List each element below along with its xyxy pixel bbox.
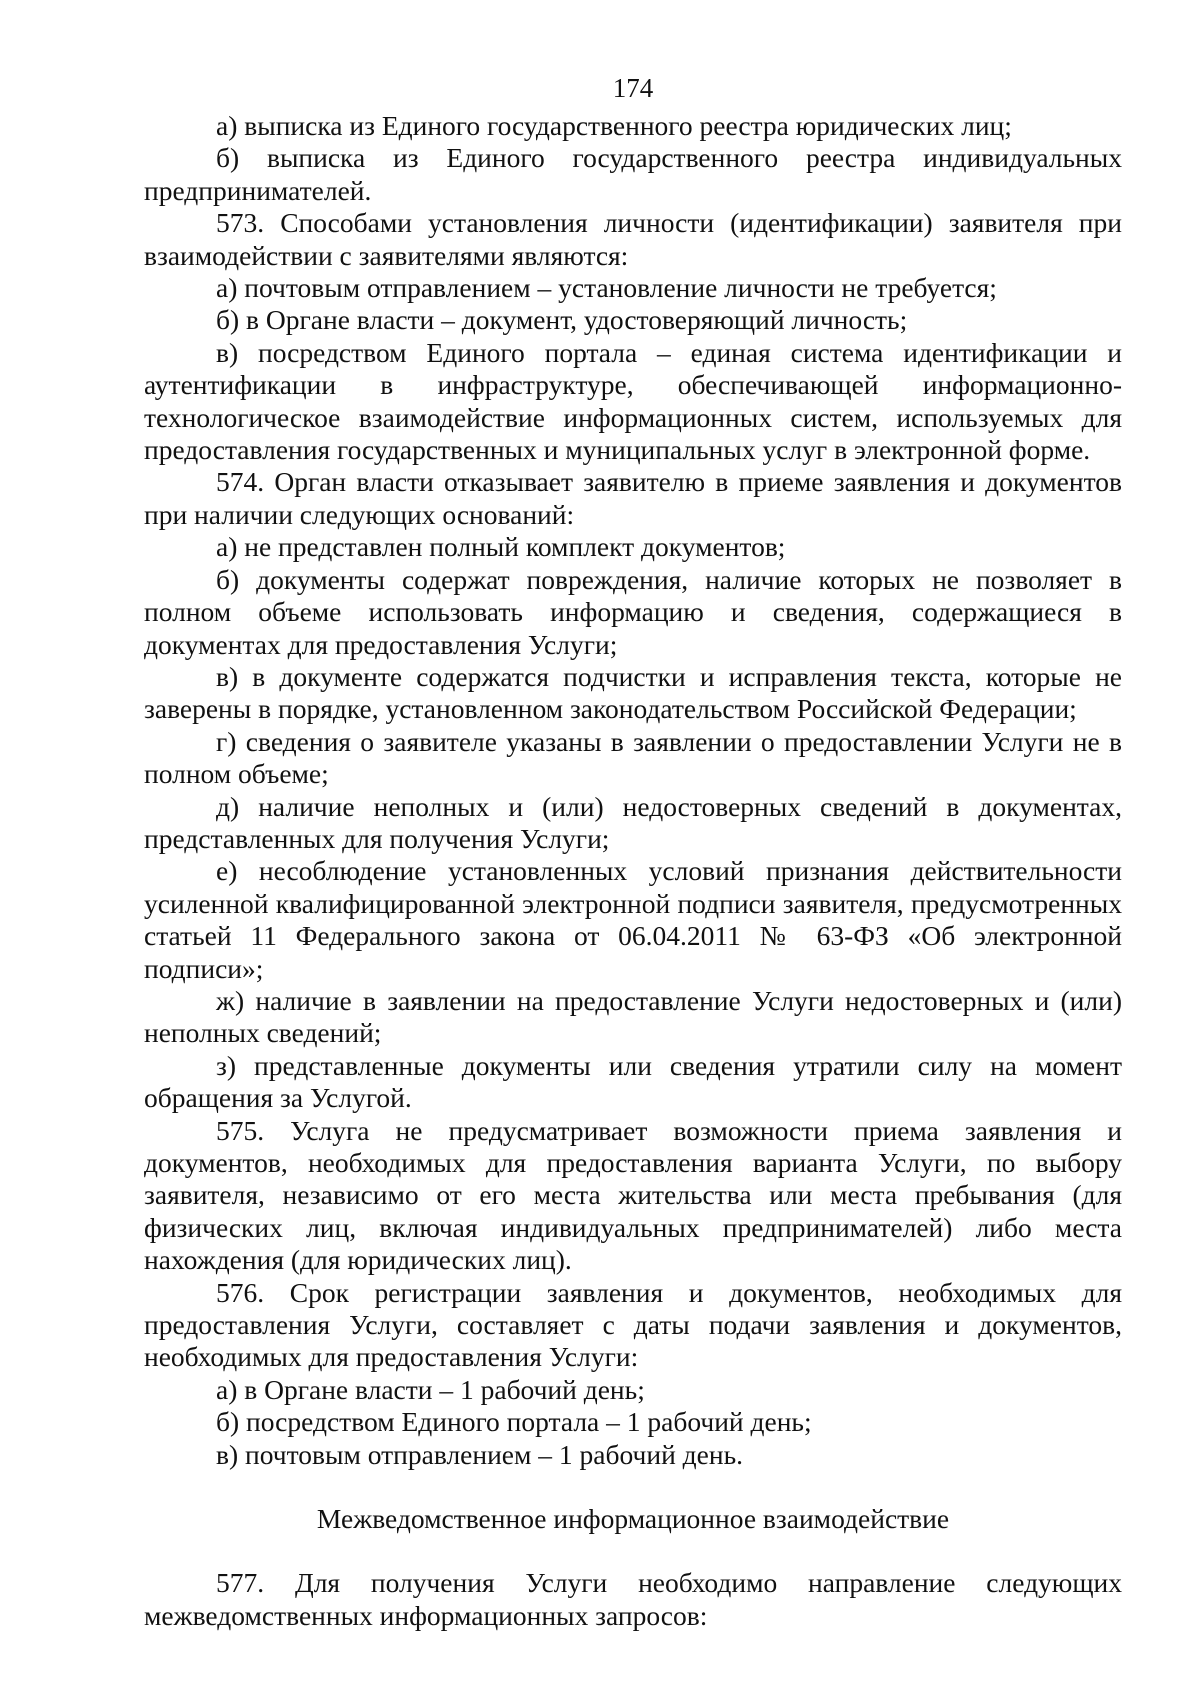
paragraph: д) наличие неполных и (или) недостоверных сведений в документах, представленных для получения Услуги;: [144, 790, 1122, 854]
document-page: [144, 72, 1122, 1632]
paragraph: б) посредством Единого портала – 1 рабочий день;: [216, 1406, 812, 1438]
paragraph: 575. Услуга не предусматривает возможности приема заявления и документов, необходимых для предоставления варианта Услуги, по выбору заявителя, независимо от его места жительства или места пребывания (для физических лиц, включая индивидуальных предпринимателей) либо места нахождения (для юридических лиц).: [144, 1114, 1122, 1276]
paragraph: б) в Органе власти – документ, удостоверяющий личность;: [216, 304, 908, 336]
paragraph: 573. Способами установления личности (идентификации) заявителя при взаимодействии с заявителями являются:: [144, 207, 1122, 271]
paragraph: ж) наличие в заявлении на предоставление Услуги недостоверных и (или) неполных сведений;: [144, 984, 1122, 1049]
paragraph: а) выписка из Единого государственного реестра юридических лиц;: [216, 110, 1012, 141]
paragraph: б) выписка из Единого государственного реестра индивидуальных предпринимателей.: [144, 142, 1122, 206]
paragraph: е) несоблюдение установленных условий признания действительности усиленной квалифицированной электронной подписи заявителя, предусмотренных статьей 11 Федерального закона от 06.04.2011 № 63-ФЗ «Об электронной подписи»;: [144, 855, 1122, 984]
paragraph: г) сведения о заявителе указаны в заявлении о предоставлении Услуги не в полном объеме;: [144, 725, 1122, 790]
page-number: 174: [612, 73, 654, 103]
paragraph: в) посредством Единого портала – единая система идентификации и аутентификации в инфраструктуре, обеспечивающей информационно-технологическое взаимодействие информационных систем, используемых для предоставления государственных и муниципальных услуг в электронной форме.: [144, 336, 1122, 466]
paragraph: а) не представлен полный комплект документов;: [216, 531, 786, 563]
paragraph: 577. Для получения Услуги необходимо направление следующих межведомственных информационных запросов:: [144, 1567, 1122, 1631]
paragraph: 574. Орган власти отказывает заявителю в приеме заявления и документов при наличии следующих оснований:: [144, 466, 1122, 530]
section-heading: Межведомственное информационное взаимодействие: [316, 1503, 950, 1535]
paragraph: в) в документе содержатся подчистки и исправления текста, которые не заверены в порядке, установленном законодательством Российской Федерации;: [144, 660, 1122, 725]
paragraph: а) в Органе власти – 1 рабочий день;: [216, 1373, 645, 1405]
paragraph: 576. Срок регистрации заявления и документов, необходимых для предоставления Услуги, составляет с даты подачи заявления и документов, необходимых для предоставления Услуги:: [144, 1276, 1122, 1373]
paragraph: а) почтовым отправлением – установление личности не требуется;: [216, 272, 997, 304]
paragraph: в) почтовым отправлением – 1 рабочий день.: [216, 1438, 743, 1470]
paragraph: б) документы содержат повреждения, наличие которых не позволяет в полном объеме использовать информацию и сведения, содержащиеся в документах для предоставления Услуги;: [144, 563, 1122, 660]
paragraph: з) представленные документы или сведения утратили силу на момент обращения за Услугой.: [144, 1049, 1122, 1114]
